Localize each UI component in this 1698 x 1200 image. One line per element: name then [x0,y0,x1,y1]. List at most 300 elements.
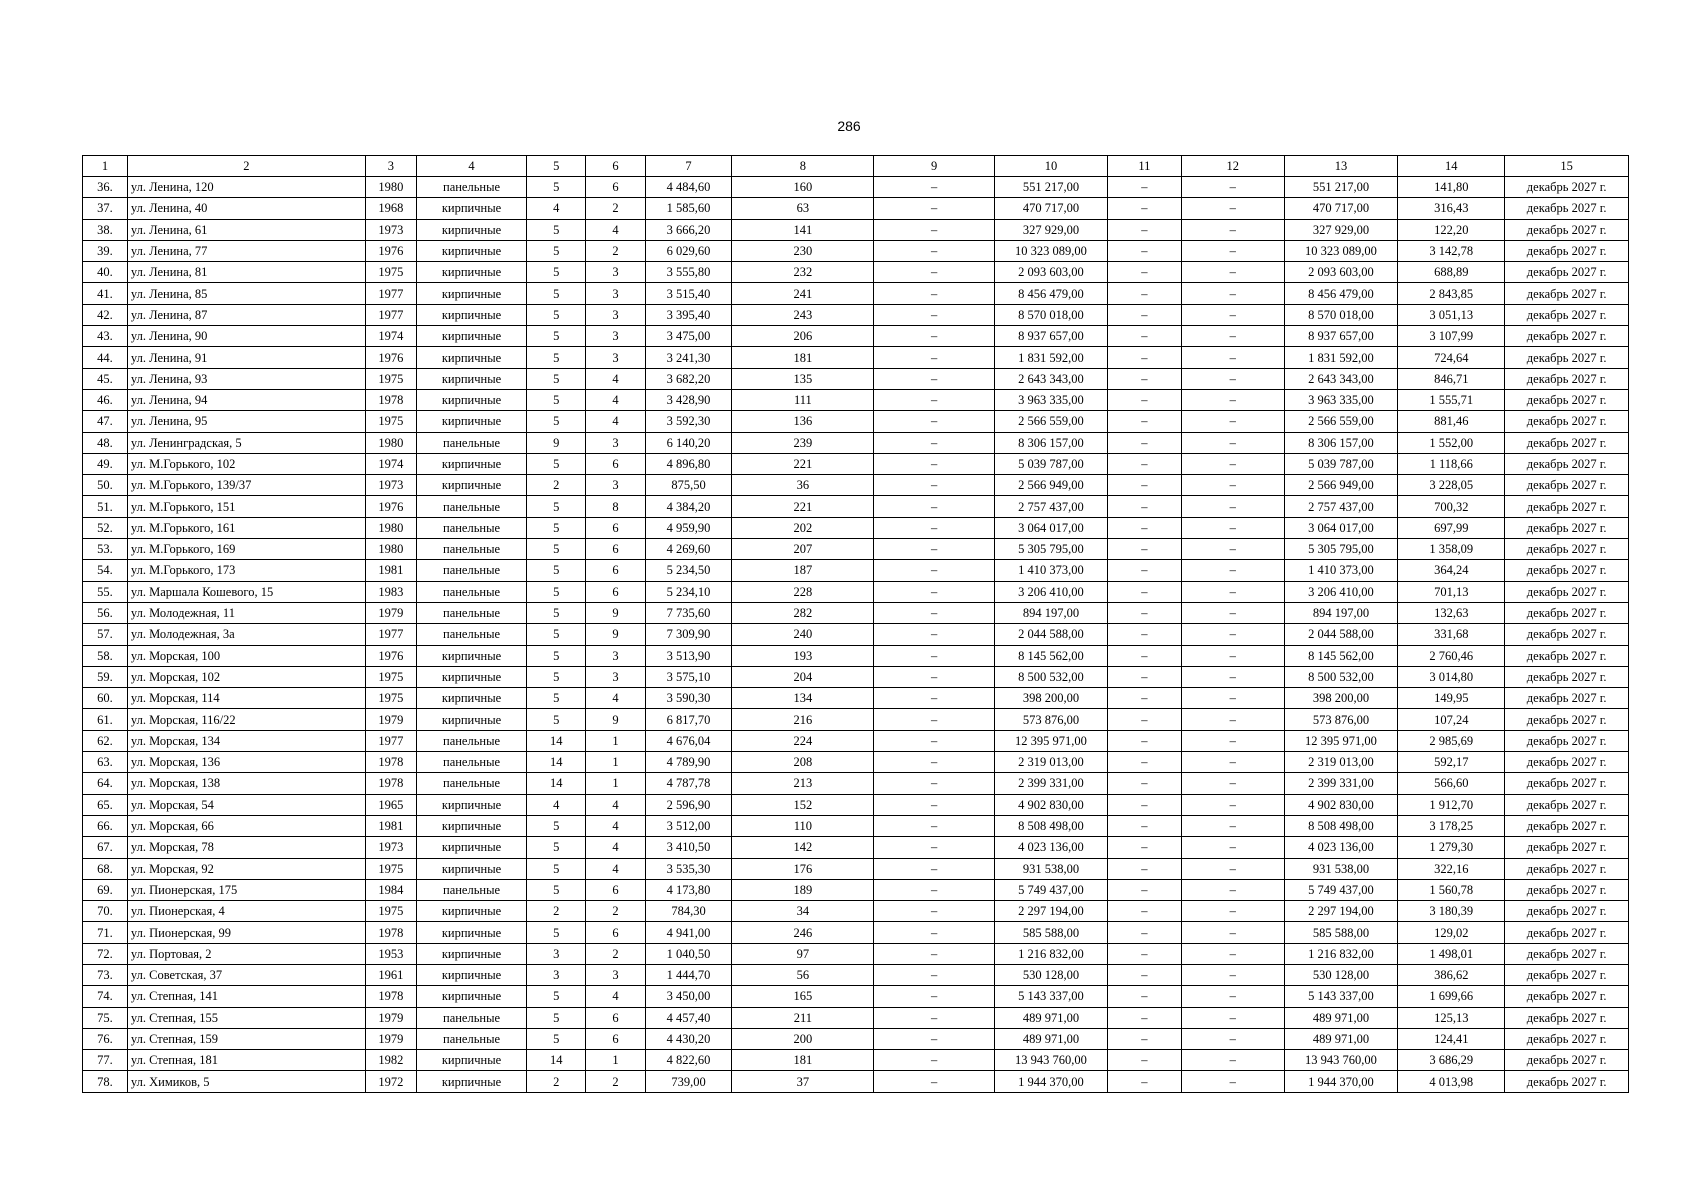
table-cell-col-9: – [874,453,994,474]
table-cell-col-5: 5 [527,283,586,304]
table-cell-col-6: 9 [586,709,645,730]
table-cell-col-13: 1 831 592,00 [1284,347,1397,368]
table-cell-col-3: 1980 [365,432,416,453]
table-cell-col-7: 4 457,40 [645,1007,732,1028]
table-cell-col-7: 3 428,90 [645,389,732,410]
table-cell-col-3: 1977 [365,624,416,645]
table-cell-col-1: 37. [83,198,128,219]
table-cell-col-12: – [1181,475,1284,496]
table-cell-col-7: 3 512,00 [645,815,732,836]
table-cell-col-4: кирпичные [416,858,526,879]
table-cell-col-14: 1 498,01 [1398,943,1505,964]
table-cell-col-7: 7 309,90 [645,624,732,645]
table-cell-col-2: ул. Морская, 134 [127,730,365,751]
table-cell-col-3: 1980 [365,539,416,560]
table-cell-col-2: ул. Морская, 92 [127,858,365,879]
table-cell-col-3: 1974 [365,326,416,347]
table-cell-col-3: 1973 [365,219,416,240]
table-row [83,198,1629,219]
table-cell-col-15: декабрь 2027 г. [1505,709,1629,730]
table-cell-col-3: 1968 [365,198,416,219]
table-cell-col-10: 8 306 157,00 [994,432,1107,453]
table-cell-col-9: – [874,602,994,623]
table-cell-col-10: 3 963 335,00 [994,389,1107,410]
table-cell-col-8: 208 [732,752,874,773]
table-cell-col-7: 3 241,30 [645,347,732,368]
table-cell-col-11: – [1108,411,1182,432]
table-cell-col-12: – [1181,347,1284,368]
table-cell-col-12: – [1181,602,1284,623]
table-row [83,901,1629,922]
table-cell-col-1: 40. [83,262,128,283]
column-header-13: 13 [1284,156,1397,177]
table-cell-col-5: 5 [527,602,586,623]
table-cell-col-14: 107,24 [1398,709,1505,730]
column-header-15: 15 [1505,156,1629,177]
table-cell-col-15: декабрь 2027 г. [1505,666,1629,687]
table-cell-col-13: 10 323 089,00 [1284,240,1397,261]
table-cell-col-2: ул. Ленина, 120 [127,177,365,198]
table-cell-col-13: 894 197,00 [1284,602,1397,623]
table-cell-col-10: 2 044 588,00 [994,624,1107,645]
table-cell-col-5: 5 [527,326,586,347]
table-cell-col-15: декабрь 2027 г. [1505,389,1629,410]
table-cell-col-1: 69. [83,879,128,900]
table-cell-col-15: декабрь 2027 г. [1505,432,1629,453]
table-cell-col-4: кирпичные [416,986,526,1007]
table-cell-col-8: 230 [732,240,874,261]
table-cell-col-3: 1976 [365,645,416,666]
table-cell-col-15: декабрь 2027 г. [1505,943,1629,964]
table-cell-col-11: – [1108,581,1182,602]
table-cell-col-3: 1979 [365,1028,416,1049]
table-cell-col-6: 4 [586,411,645,432]
table-cell-col-7: 4 787,78 [645,773,732,794]
table-cell-col-7: 4 430,20 [645,1028,732,1049]
table-cell-col-7: 4 676,04 [645,730,732,751]
table-cell-col-3: 1975 [365,901,416,922]
table-cell-col-10: 1 831 592,00 [994,347,1107,368]
table-cell-col-8: 207 [732,539,874,560]
table-cell-col-5: 5 [527,986,586,1007]
table-cell-col-12: – [1181,688,1284,709]
table-cell-col-3: 1976 [365,347,416,368]
table-cell-col-2: ул. Маршала Кошевого, 15 [127,581,365,602]
table-cell-col-9: – [874,219,994,240]
table-cell-col-11: – [1108,1028,1182,1049]
table-cell-col-4: кирпичные [416,368,526,389]
table-cell-col-7: 784,30 [645,901,732,922]
table-cell-col-6: 2 [586,198,645,219]
table-cell-col-15: декабрь 2027 г. [1505,283,1629,304]
table-cell-col-13: 4 902 830,00 [1284,794,1397,815]
table-cell-col-11: – [1108,666,1182,687]
table-cell-col-4: кирпичные [416,1050,526,1071]
table-row [83,752,1629,773]
table-cell-col-15: декабрь 2027 г. [1505,517,1629,538]
table-cell-col-4: панельные [416,773,526,794]
table-row [83,1028,1629,1049]
column-header-8: 8 [732,156,874,177]
table-cell-col-9: – [874,432,994,453]
table-cell-col-15: декабрь 2027 г. [1505,730,1629,751]
table-cell-col-10: 8 937 657,00 [994,326,1107,347]
table-cell-col-8: 239 [732,432,874,453]
table-cell-col-11: – [1108,730,1182,751]
table-cell-col-10: 2 297 194,00 [994,901,1107,922]
table-cell-col-11: – [1108,602,1182,623]
table-cell-col-3: 1973 [365,837,416,858]
table-cell-col-5: 2 [527,901,586,922]
table-cell-col-5: 14 [527,752,586,773]
table-cell-col-6: 6 [586,539,645,560]
table-cell-col-4: кирпичные [416,688,526,709]
table-cell-col-6: 4 [586,815,645,836]
table-cell-col-8: 282 [732,602,874,623]
table-cell-col-1: 78. [83,1071,128,1092]
table-cell-col-4: кирпичные [416,347,526,368]
table-cell-col-5: 5 [527,1007,586,1028]
table-cell-col-15: декабрь 2027 г. [1505,581,1629,602]
table-cell-col-5: 5 [527,837,586,858]
table-cell-col-3: 1975 [365,858,416,879]
table-cell-col-7: 4 269,60 [645,539,732,560]
table-cell-col-9: – [874,1071,994,1092]
table-cell-col-5: 5 [527,858,586,879]
table-cell-col-4: кирпичные [416,453,526,474]
table-cell-col-14: 3 178,25 [1398,815,1505,836]
table-cell-col-3: 1965 [365,794,416,815]
table-row [83,964,1629,985]
table-cell-col-14: 2 843,85 [1398,283,1505,304]
column-header-4: 4 [416,156,526,177]
table-row [83,262,1629,283]
table-cell-col-7: 3 592,30 [645,411,732,432]
table-cell-col-12: – [1181,539,1284,560]
table-cell-col-11: – [1108,283,1182,304]
table-cell-col-7: 4 896,80 [645,453,732,474]
table-row [83,709,1629,730]
table-cell-col-7: 2 596,90 [645,794,732,815]
table-cell-col-13: 573 876,00 [1284,709,1397,730]
table-cell-col-8: 241 [732,283,874,304]
table-cell-col-12: – [1181,794,1284,815]
table-cell-col-9: – [874,666,994,687]
table-cell-col-14: 1 118,66 [1398,453,1505,474]
table-row [83,411,1629,432]
table-cell-col-6: 3 [586,432,645,453]
table-cell-col-6: 6 [586,517,645,538]
table-cell-col-6: 4 [586,368,645,389]
table-cell-col-6: 1 [586,773,645,794]
table-cell-col-4: кирпичные [416,943,526,964]
table-cell-col-4: панельные [416,539,526,560]
table-cell-col-3: 1973 [365,475,416,496]
table-cell-col-2: ул. Ленина, 77 [127,240,365,261]
table-cell-col-9: – [874,964,994,985]
table-cell-col-14: 3 014,80 [1398,666,1505,687]
table-cell-col-11: – [1108,389,1182,410]
table-cell-col-8: 97 [732,943,874,964]
table-cell-col-12: – [1181,262,1284,283]
table-cell-col-15: декабрь 2027 г. [1505,198,1629,219]
table-cell-col-4: кирпичные [416,815,526,836]
table-cell-col-15: декабрь 2027 г. [1505,602,1629,623]
table-cell-col-6: 4 [586,837,645,858]
table-cell-col-8: 246 [732,922,874,943]
table-cell-col-12: – [1181,773,1284,794]
table-cell-col-5: 5 [527,922,586,943]
table-cell-col-11: – [1108,1050,1182,1071]
table-cell-col-8: 181 [732,347,874,368]
table-cell-col-1: 53. [83,539,128,560]
table-cell-col-10: 2 399 331,00 [994,773,1107,794]
table-cell-col-15: декабрь 2027 г. [1505,815,1629,836]
table-cell-col-13: 1 410 373,00 [1284,560,1397,581]
table-cell-col-14: 3 051,13 [1398,304,1505,325]
table-cell-col-9: – [874,837,994,858]
table-cell-col-12: – [1181,517,1284,538]
table-cell-col-5: 5 [527,453,586,474]
table-cell-col-5: 5 [527,517,586,538]
table-cell-col-1: 65. [83,794,128,815]
table-cell-col-14: 129,02 [1398,922,1505,943]
table-cell-col-5: 5 [527,666,586,687]
table-cell-col-1: 64. [83,773,128,794]
table-cell-col-11: – [1108,624,1182,645]
table-row [83,602,1629,623]
table-cell-col-5: 14 [527,1050,586,1071]
table-cell-col-8: 193 [732,645,874,666]
table-cell-col-12: – [1181,304,1284,325]
table-cell-col-6: 4 [586,794,645,815]
table-cell-col-2: ул. Ленина, 90 [127,326,365,347]
table-cell-col-14: 124,41 [1398,1028,1505,1049]
table-cell-col-15: декабрь 2027 г. [1505,922,1629,943]
table-cell-col-9: – [874,368,994,389]
table-cell-col-5: 5 [527,688,586,709]
table-cell-col-6: 2 [586,901,645,922]
table-cell-col-8: 141 [732,219,874,240]
table-cell-col-5: 5 [527,581,586,602]
table-cell-col-7: 6 029,60 [645,240,732,261]
table-cell-col-9: – [874,730,994,751]
table-cell-col-5: 5 [527,219,586,240]
table-cell-col-3: 1979 [365,1007,416,1028]
table-cell-col-7: 3 682,20 [645,368,732,389]
table-cell-col-4: кирпичные [416,794,526,815]
table-cell-col-4: кирпичные [416,901,526,922]
table-cell-col-4: кирпичные [416,283,526,304]
table-cell-col-13: 931 538,00 [1284,858,1397,879]
table-cell-col-15: декабрь 2027 г. [1505,539,1629,560]
table-cell-col-15: декабрь 2027 г. [1505,688,1629,709]
table-cell-col-13: 8 456 479,00 [1284,283,1397,304]
table-cell-col-7: 3 410,50 [645,837,732,858]
table-row [83,730,1629,751]
table-cell-col-12: – [1181,837,1284,858]
table-cell-col-1: 68. [83,858,128,879]
table-cell-col-12: – [1181,964,1284,985]
table-cell-col-10: 8 456 479,00 [994,283,1107,304]
column-header-11: 11 [1108,156,1182,177]
table-cell-col-5: 5 [527,709,586,730]
table-cell-col-7: 5 234,10 [645,581,732,602]
table-cell-col-1: 56. [83,602,128,623]
column-header-12: 12 [1181,156,1284,177]
table-cell-col-12: – [1181,496,1284,517]
table-cell-col-8: 200 [732,1028,874,1049]
table-cell-col-12: – [1181,815,1284,836]
table-cell-col-5: 5 [527,1028,586,1049]
table-cell-col-9: – [874,752,994,773]
table-cell-col-3: 1975 [365,262,416,283]
table-cell-col-14: 141,80 [1398,177,1505,198]
table-cell-col-9: – [874,901,994,922]
table-cell-col-12: – [1181,709,1284,730]
table-cell-col-7: 1 040,50 [645,943,732,964]
table-cell-col-8: 221 [732,496,874,517]
table-cell-col-6: 4 [586,986,645,1007]
table-cell-col-10: 4 902 830,00 [994,794,1107,815]
table-cell-col-2: ул. Морская, 138 [127,773,365,794]
table-cell-col-15: декабрь 2027 г. [1505,752,1629,773]
table-cell-col-12: – [1181,943,1284,964]
table-cell-col-11: – [1108,922,1182,943]
table-cell-col-14: 2 760,46 [1398,645,1505,666]
table-cell-col-14: 3 142,78 [1398,240,1505,261]
table-cell-col-9: – [874,645,994,666]
table-cell-col-15: декабрь 2027 г. [1505,901,1629,922]
table-row [83,517,1629,538]
table-cell-col-13: 530 128,00 [1284,964,1397,985]
table-cell-col-4: кирпичные [416,666,526,687]
table-cell-col-6: 1 [586,730,645,751]
table-cell-col-2: ул. Советская, 37 [127,964,365,985]
table-cell-col-2: ул. М.Горького, 139/37 [127,475,365,496]
table-cell-col-9: – [874,517,994,538]
table-cell-col-7: 4 789,90 [645,752,732,773]
table-cell-col-3: 1977 [365,304,416,325]
table-cell-col-12: – [1181,1050,1284,1071]
table-cell-col-14: 724,64 [1398,347,1505,368]
table-cell-col-1: 48. [83,432,128,453]
table-cell-col-10: 13 943 760,00 [994,1050,1107,1071]
table-cell-col-1: 76. [83,1028,128,1049]
table-cell-col-10: 8 508 498,00 [994,815,1107,836]
table-cell-col-12: – [1181,986,1284,1007]
table-cell-col-9: – [874,688,994,709]
table-cell-col-10: 585 588,00 [994,922,1107,943]
table-cell-col-12: – [1181,177,1284,198]
table-cell-col-12: – [1181,283,1284,304]
table-cell-col-13: 489 971,00 [1284,1028,1397,1049]
table-cell-col-9: – [874,411,994,432]
table-cell-col-9: – [874,1028,994,1049]
table-cell-col-7: 3 575,10 [645,666,732,687]
table-cell-col-9: – [874,198,994,219]
table-cell-col-11: – [1108,794,1182,815]
table-cell-col-6: 3 [586,262,645,283]
table-cell-col-15: декабрь 2027 г. [1505,219,1629,240]
table-cell-col-9: – [874,1050,994,1071]
table-cell-col-12: – [1181,240,1284,261]
table-cell-col-10: 1 410 373,00 [994,560,1107,581]
table-cell-col-14: 592,17 [1398,752,1505,773]
table-cell-col-8: 152 [732,794,874,815]
table-row [83,453,1629,474]
table-cell-col-8: 216 [732,709,874,730]
table-cell-col-2: ул. Пионерская, 99 [127,922,365,943]
table-cell-col-8: 110 [732,815,874,836]
table-cell-col-13: 3 963 335,00 [1284,389,1397,410]
table-cell-col-12: – [1181,326,1284,347]
table-cell-col-9: – [874,177,994,198]
table-cell-col-4: кирпичные [416,964,526,985]
table-cell-col-10: 551 217,00 [994,177,1107,198]
table-cell-col-6: 3 [586,283,645,304]
table-cell-col-7: 6 140,20 [645,432,732,453]
table-cell-col-6: 3 [586,347,645,368]
table-cell-col-11: – [1108,709,1182,730]
table-cell-col-11: – [1108,517,1182,538]
table-cell-col-13: 8 937 657,00 [1284,326,1397,347]
table-cell-col-11: – [1108,773,1182,794]
table-cell-col-10: 5 143 337,00 [994,986,1107,1007]
table-cell-col-5: 5 [527,368,586,389]
table-cell-col-15: декабрь 2027 г. [1505,879,1629,900]
table-cell-col-11: – [1108,1007,1182,1028]
table-cell-col-1: 42. [83,304,128,325]
table-cell-col-9: – [874,560,994,581]
table-cell-col-8: 37 [732,1071,874,1092]
table-cell-col-15: декабрь 2027 г. [1505,986,1629,1007]
table-cell-col-1: 38. [83,219,128,240]
table-cell-col-13: 8 145 562,00 [1284,645,1397,666]
table-cell-col-10: 489 971,00 [994,1028,1107,1049]
table-cell-col-3: 1978 [365,986,416,1007]
table-cell-col-6: 3 [586,645,645,666]
table-cell-col-2: ул. Степная, 159 [127,1028,365,1049]
table-cell-col-6: 1 [586,752,645,773]
table-cell-col-5: 9 [527,432,586,453]
table-cell-col-7: 5 234,50 [645,560,732,581]
table-cell-col-15: декабрь 2027 г. [1505,496,1629,517]
table-cell-col-13: 2 093 603,00 [1284,262,1397,283]
table-cell-col-12: – [1181,1071,1284,1092]
table-cell-col-8: 224 [732,730,874,751]
table-cell-col-8: 211 [732,1007,874,1028]
table-cell-col-2: ул. М.Горького, 169 [127,539,365,560]
table-cell-col-3: 1978 [365,389,416,410]
table-cell-col-10: 5 305 795,00 [994,539,1107,560]
table-cell-col-12: – [1181,730,1284,751]
table-cell-col-13: 2 566 949,00 [1284,475,1397,496]
table-cell-col-10: 4 023 136,00 [994,837,1107,858]
table-cell-col-11: – [1108,177,1182,198]
table-cell-col-2: ул. Морская, 116/22 [127,709,365,730]
table-cell-col-1: 77. [83,1050,128,1071]
table-cell-col-11: – [1108,815,1182,836]
table-cell-col-2: ул. Степная, 155 [127,1007,365,1028]
table-cell-col-8: 34 [732,901,874,922]
table-cell-col-10: 1 944 370,00 [994,1071,1107,1092]
table-cell-col-7: 739,00 [645,1071,732,1092]
table-cell-col-12: – [1181,922,1284,943]
table-cell-col-2: ул. Ленина, 87 [127,304,365,325]
table-row [83,815,1629,836]
table-cell-col-12: – [1181,752,1284,773]
